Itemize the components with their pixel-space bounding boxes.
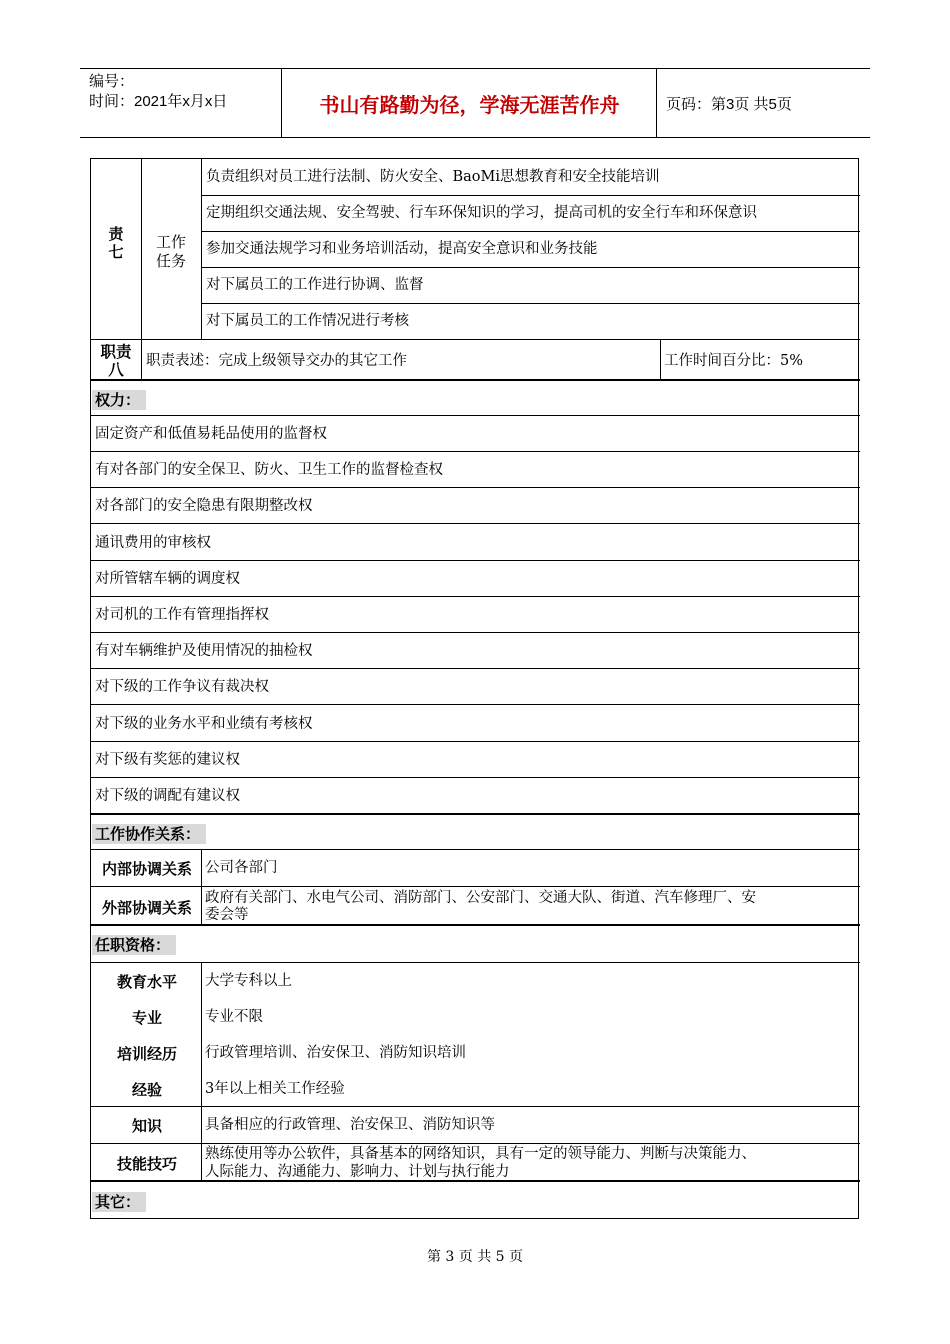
skills-label: 技能技巧: [116, 1155, 177, 1173]
power-item-1: 固定资产和低值易耗品使用的监督权: [95, 426, 327, 442]
internal-coordination-label: 内部协调关系: [101, 860, 192, 878]
page-header: [80, 68, 870, 138]
power-item-4: 通讯费用的审核权: [95, 535, 211, 551]
powers-section-title: 权力：: [92, 390, 146, 410]
experience-label: 经验: [131, 1081, 162, 1099]
skills-line1: 熟练使用等办公软件，具备基本的网络知识，具有一定的领导能力、判断与决策能力、: [205, 1146, 756, 1162]
cooperation-section-title: 工作协作关系：: [92, 824, 206, 844]
duty7-task-1: 负责组织对员工进行法制、防火安全、BaoMi思想教育和安全技能培训: [206, 169, 660, 185]
experience-value: 3年以上相关工作经验: [205, 1081, 345, 1097]
education-label: 教育水平: [116, 973, 177, 991]
job-description-form: [90, 158, 859, 1219]
internal-coordination-value: 公司各部门: [205, 860, 278, 876]
duty7-task-2: 定期组织交通法规、安全驾驶、行车环保知识的学习，提高司机的安全行车和环保意识: [206, 205, 757, 221]
power-item-8: 对下级的工作争议有裁决权: [95, 679, 269, 695]
qualifications-section-title: 任职资格：: [92, 935, 176, 955]
major-value: 专业不限: [205, 1009, 263, 1025]
external-coordination-line1: 政府有关部门、水电气公司、消防部门、公安部门、交通大队、街道、汽车修理厂、安: [205, 890, 756, 906]
header-page-number: 页码：第3页 共5页: [666, 95, 792, 113]
power-item-5: 对所管辖车辆的调度权: [95, 571, 240, 587]
header-motto: 书山有路勤为径，学海无涯苦作舟: [283, 69, 657, 137]
power-item-10: 对下级有奖惩的建议权: [95, 752, 240, 768]
duty8-label: 职责八: [100, 343, 132, 379]
skills-line2: 人际能力、沟通能力、影响力、计划与执行能力: [205, 1164, 510, 1180]
other-section-title: 其它：: [92, 1192, 146, 1212]
training-value: 行政管理培训、治安保卫、消防知识培训: [205, 1045, 466, 1061]
header-number: 编号：: [89, 73, 135, 90]
duty8-time-percent: 工作时间百分比：5%: [664, 353, 804, 369]
major-label: 专业: [131, 1009, 162, 1027]
education-value: 大学专科以上: [205, 973, 292, 989]
duty7-label: 责七: [108, 225, 124, 261]
power-item-9: 对下级的业务水平和业绩有考核权: [95, 716, 313, 732]
power-item-6: 对司机的工作有管理指挥权: [95, 607, 269, 623]
external-coordination-label: 外部协调关系: [101, 899, 192, 917]
header-meta: [80, 69, 282, 137]
duty8-description: 职责表述：完成上级领导交办的其它工作: [146, 353, 407, 369]
power-item-2: 有对各部门的安全保卫、防火、卫生工作的监督检查权: [95, 462, 443, 478]
power-item-3: 对各部门的安全隐患有限期整改权: [95, 498, 313, 514]
duty7-task-4: 对下属员工的工作进行协调、监督: [206, 277, 424, 293]
header-date: 时间：2021年x月x日: [89, 93, 228, 110]
training-label: 培训经历: [116, 1045, 177, 1063]
power-item-11: 对下级的调配有建议权: [95, 788, 240, 804]
power-item-7: 有对车辆维护及使用情况的抽检权: [95, 643, 313, 659]
duty7-task-3: 参加交通法规学习和业务培训活动，提高安全意识和业务技能: [206, 241, 598, 257]
page-footer: 第 3 页 共 5 页: [426, 1249, 524, 1265]
duty7-task-5: 对下属员工的工作情况进行考核: [206, 313, 409, 329]
external-coordination-line2: 委会等: [205, 907, 249, 923]
knowledge-value: 具备相应的行政管理、治安保卫、消防知识等: [205, 1117, 495, 1133]
duty7-task-label: 工作任务: [155, 233, 186, 270]
knowledge-label: 知识: [131, 1117, 162, 1135]
